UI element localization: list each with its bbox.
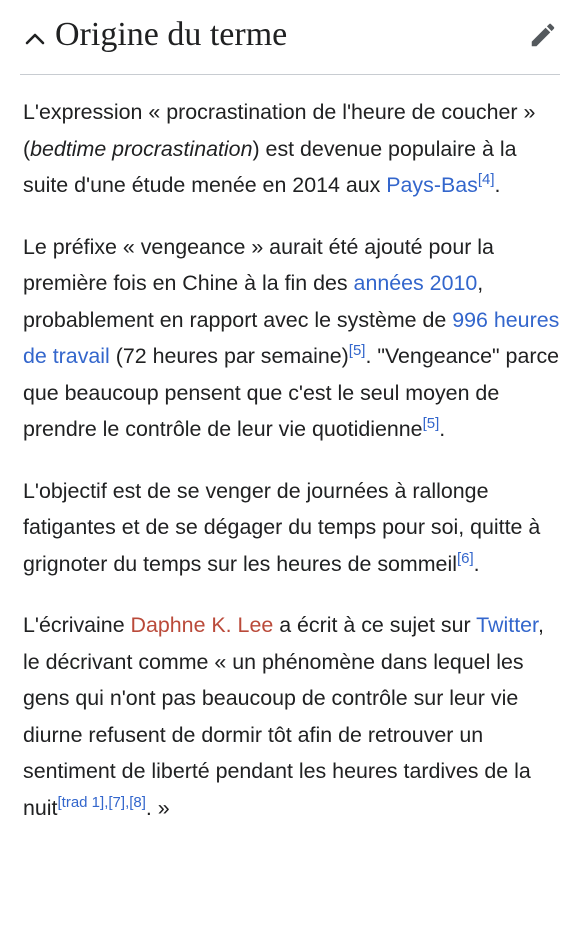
- link-daphne-k-lee[interactable]: Daphne K. Lee: [130, 613, 274, 637]
- text: Le préfixe « vengeance » aurait été ajouté pour la première fois en Chine à la fin des: [23, 234, 494, 295]
- link-annees-2010[interactable]: années 2010: [353, 271, 478, 295]
- text: ) est devenue populaire à la suite d'une étude menée en 2014 aux: [23, 136, 517, 197]
- chevron-up-icon[interactable]: [22, 26, 48, 52]
- text: .: [439, 417, 446, 441]
- text: , le décrivant comme « un phénomène dans lequel les gens qui n'ont pas beaucoup de contrôle sur leur vie diurne refusent de dormir tôt afin de retrouver un sentiment de liberté pendant les heures tardives de la nuit: [23, 613, 544, 820]
- text: . "Vengeance" parce que beaucoup pensent que c'est le seul moyen de prendre le contrôle de leur vie quotidienne: [23, 344, 560, 441]
- section-title: Origine du terme: [55, 16, 288, 53]
- reference-7[interactable]: [7]: [108, 793, 126, 811]
- pencil-icon[interactable]: [528, 20, 558, 50]
- reference-5[interactable]: [5]: [422, 414, 440, 432]
- paragraph-1: [23, 94, 563, 204]
- link-pays-bas[interactable]: Pays-Bas: [386, 173, 478, 197]
- section-header[interactable]: [20, 12, 560, 75]
- reference-group: [58, 793, 146, 810]
- paragraph-2: [23, 229, 563, 448]
- text: , probablement en rapport avec le système de: [23, 271, 484, 332]
- section-content: [23, 94, 563, 851]
- paragraph-3: [23, 473, 563, 583]
- text: .: [494, 173, 501, 197]
- text: L'expression « procrastination de l'heure de coucher » (: [23, 100, 536, 161]
- reference-6[interactable]: [6]: [456, 549, 474, 567]
- link-twitter[interactable]: Twitter: [476, 613, 538, 637]
- text: . »: [145, 795, 170, 820]
- text: (72 heures par semaine): [109, 344, 349, 368]
- italic-term: bedtime procrastination: [30, 136, 253, 161]
- text: a écrit à ce sujet sur: [273, 613, 477, 637]
- reference-8[interactable]: [8]: [129, 793, 146, 811]
- reference-4[interactable]: [4]: [477, 170, 495, 188]
- text: L'écrivaine: [23, 613, 131, 637]
- reference-separator: ,: [104, 793, 109, 811]
- reference-separator: ,: [125, 793, 130, 811]
- text: .: [473, 551, 480, 576]
- paragraph-4: [23, 607, 563, 826]
- reference-5[interactable]: [5]: [348, 341, 366, 359]
- text: L'objectif est de se venger de journées à rallonge fatigantes et de se dégager du temps pour soi, quitte à grignoter du temps sur les heures de sommeil: [23, 478, 541, 576]
- reference-trad-1[interactable]: [trad 1]: [57, 793, 105, 811]
- link-996-heures-de-travail[interactable]: 996 heures de travail: [23, 307, 560, 368]
